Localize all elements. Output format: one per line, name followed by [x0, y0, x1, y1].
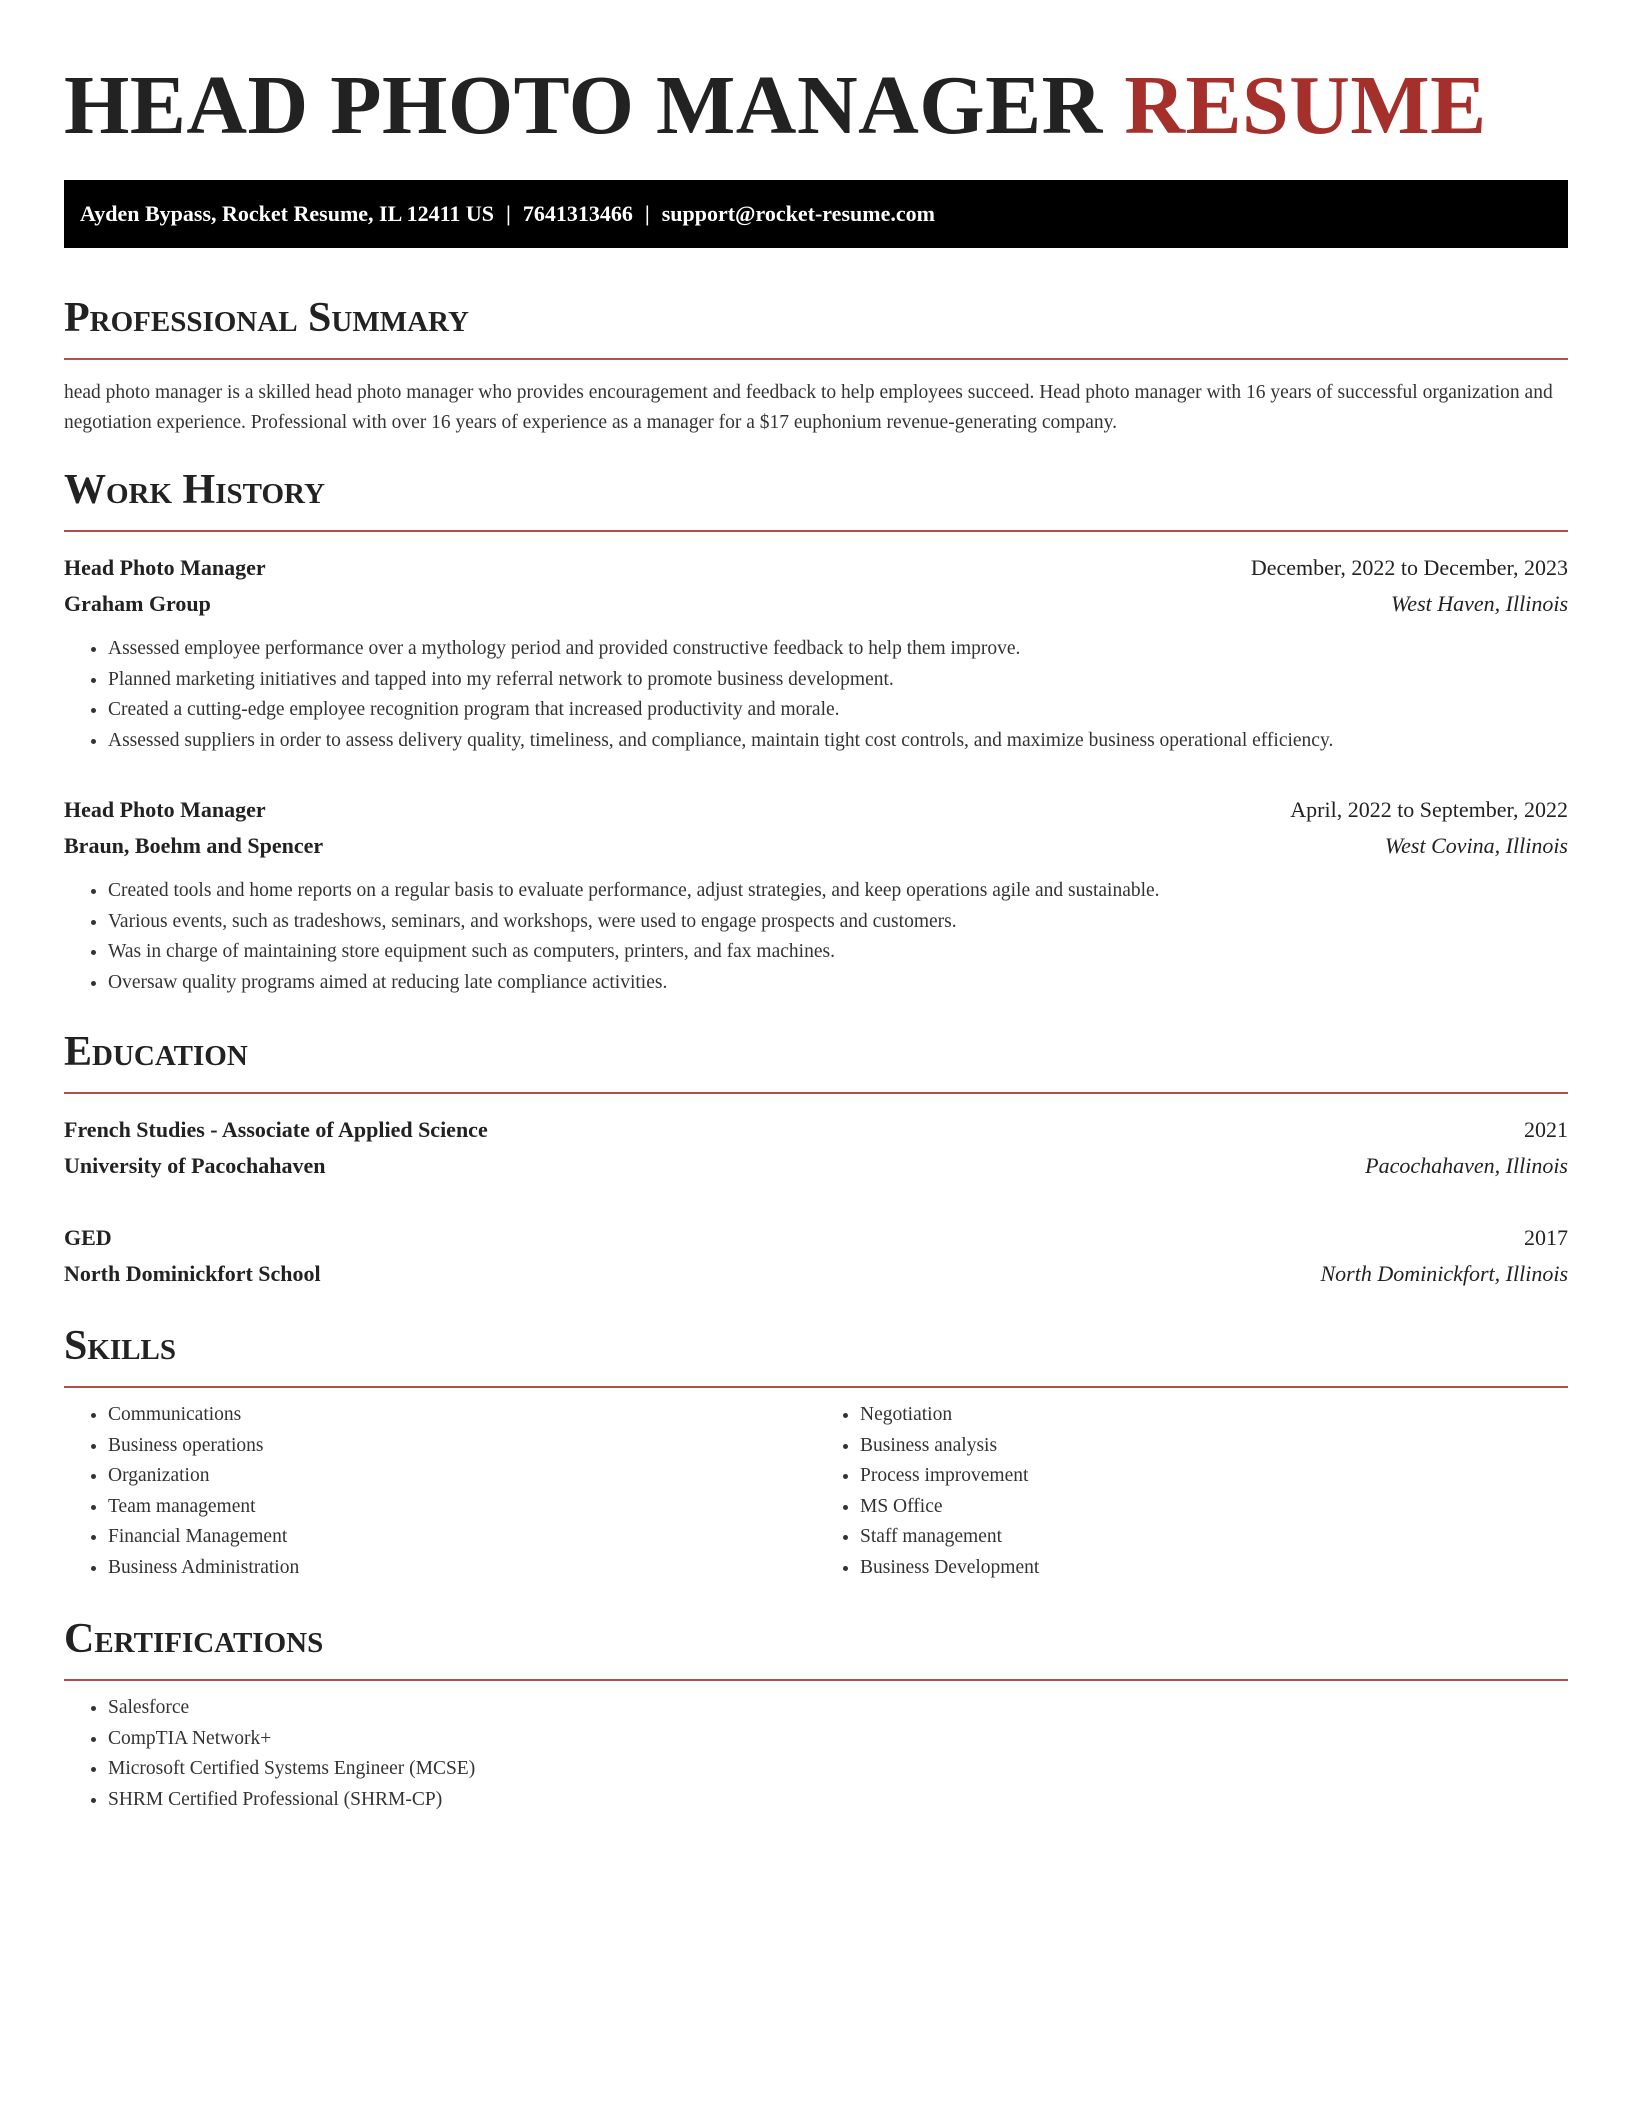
summary-text: head photo manager is a skilled head photo manager who provides encouragement and feedback to help employees succeed. Head photo manager with 16 years of successful organization and negotiation experience. Professional with over 16 years of experience as a manager for a $17 euphonium revenue-generating company.	[64, 382, 1553, 433]
skill-item: • Staff management	[860, 1522, 1568, 1553]
title-accent: RESUME	[1124, 59, 1487, 152]
education-entry	[64, 1112, 1568, 1184]
skill-item: • Business operations	[108, 1431, 816, 1462]
job-bullet: • Assessed employee performance over a mythology period and provided constructive feedback to help them improve.	[108, 634, 1568, 665]
job-company: Braun, Boehm and Spencer	[64, 833, 324, 858]
certifications-section	[64, 1613, 1568, 1815]
skill-item: • Team management	[108, 1492, 816, 1523]
job-title: Head Photo Manager	[64, 555, 266, 580]
job-location: West Haven, Illinois	[1391, 591, 1568, 616]
skill-item: • Communications	[108, 1400, 816, 1431]
skills-grid	[64, 1400, 1568, 1583]
contact-email: support@rocket-resume.com	[661, 201, 935, 226]
summary-section	[64, 292, 1568, 438]
contact-phone: 7641313466	[522, 201, 633, 226]
job-entry	[64, 550, 1568, 756]
certification-item: • Microsoft Certified Systems Engineer (MCSE)	[108, 1754, 1568, 1785]
section-divider	[64, 1092, 1568, 1094]
work-history-heading: Work History	[64, 467, 325, 513]
education-section	[64, 1026, 1568, 1292]
section-divider	[64, 1386, 1568, 1388]
job-entry	[64, 792, 1568, 998]
certifications-heading: Certifications	[64, 1616, 324, 1662]
resume-page	[64, 0, 1568, 1815]
skills-column-right	[816, 1400, 1568, 1583]
certification-item: • Salesforce	[108, 1693, 1568, 1724]
skill-item: • Business Development	[860, 1553, 1568, 1584]
certifications-list	[64, 1693, 1568, 1815]
skill-item: • Financial Management	[108, 1522, 816, 1553]
education-school: North Dominickfort School	[64, 1261, 321, 1286]
job-bullet: • Was in charge of maintaining store equipment such as computers, printers, and fax machines.	[108, 937, 1568, 968]
certification-item: • SHRM Certified Professional (SHRM-CP)	[108, 1785, 1568, 1816]
skill-item: • Business analysis	[860, 1431, 1568, 1462]
contact-separator: |	[505, 201, 511, 226]
skill-item: • Process improvement	[860, 1461, 1568, 1492]
skill-item: • Negotiation	[860, 1400, 1568, 1431]
education-school: University of Pacochahaven	[64, 1153, 326, 1178]
job-bullets	[64, 876, 1568, 998]
section-divider	[64, 358, 1568, 360]
job-bullet: • Oversaw quality programs aimed at reducing late compliance activities.	[108, 968, 1568, 999]
education-heading: Education	[64, 1029, 248, 1075]
job-bullets	[64, 634, 1568, 756]
skills-heading: Skills	[64, 1323, 177, 1369]
education-degree: GED	[64, 1225, 112, 1250]
education-year: 2021	[1524, 1117, 1568, 1142]
skill-item: • Business Administration	[108, 1553, 816, 1584]
education-entry	[64, 1220, 1568, 1292]
skills-column-left	[64, 1400, 816, 1583]
skill-item: • Organization	[108, 1461, 816, 1492]
job-bullet: • Assessed suppliers in order to assess delivery quality, timeliness, and compliance, maintain tight cost controls, and maximize business operational efficiency.	[108, 726, 1568, 757]
education-location: North Dominickfort, Illinois	[1320, 1261, 1568, 1286]
education-degree: French Studies - Associate of Applied Science	[64, 1117, 488, 1142]
contact-address: Ayden Bypass, Rocket Resume, IL 12411 US	[80, 201, 494, 226]
resume-title	[64, 56, 1568, 156]
job-bullet: • Various events, such as tradeshows, seminars, and workshops, were used to engage prospects and customers.	[108, 907, 1568, 938]
education-year: 2017	[1524, 1225, 1568, 1250]
job-dates: December, 2022 to December, 2023	[1250, 555, 1568, 580]
section-divider	[64, 1679, 1568, 1681]
contact-separator: |	[644, 201, 650, 226]
education-location: Pacochahaven, Illinois	[1365, 1153, 1568, 1178]
skill-item: • MS Office	[860, 1492, 1568, 1523]
job-dates: April, 2022 to September, 2022	[1290, 797, 1568, 822]
job-company: Graham Group	[64, 591, 211, 616]
contact-bar	[64, 180, 1568, 248]
work-history-section	[64, 464, 1568, 998]
summary-heading: Professional Summary	[64, 295, 469, 341]
job-bullet: • Created a cutting-edge employee recognition program that increased productivity and morale.	[108, 695, 1568, 726]
job-location: West Covina, Illinois	[1384, 833, 1568, 858]
job-bullet: • Created tools and home reports on a regular basis to evaluate performance, adjust strategies, and keep operations agile and sustainable.	[108, 876, 1568, 907]
job-bullet: • Planned marketing initiatives and tapped into my referral network to promote business development.	[108, 665, 1568, 696]
title-main: HEAD PHOTO MANAGER	[64, 59, 1103, 152]
certification-item: • CompTIA Network+	[108, 1724, 1568, 1755]
skills-section	[64, 1320, 1568, 1583]
section-divider	[64, 530, 1568, 532]
job-title: Head Photo Manager	[64, 797, 266, 822]
